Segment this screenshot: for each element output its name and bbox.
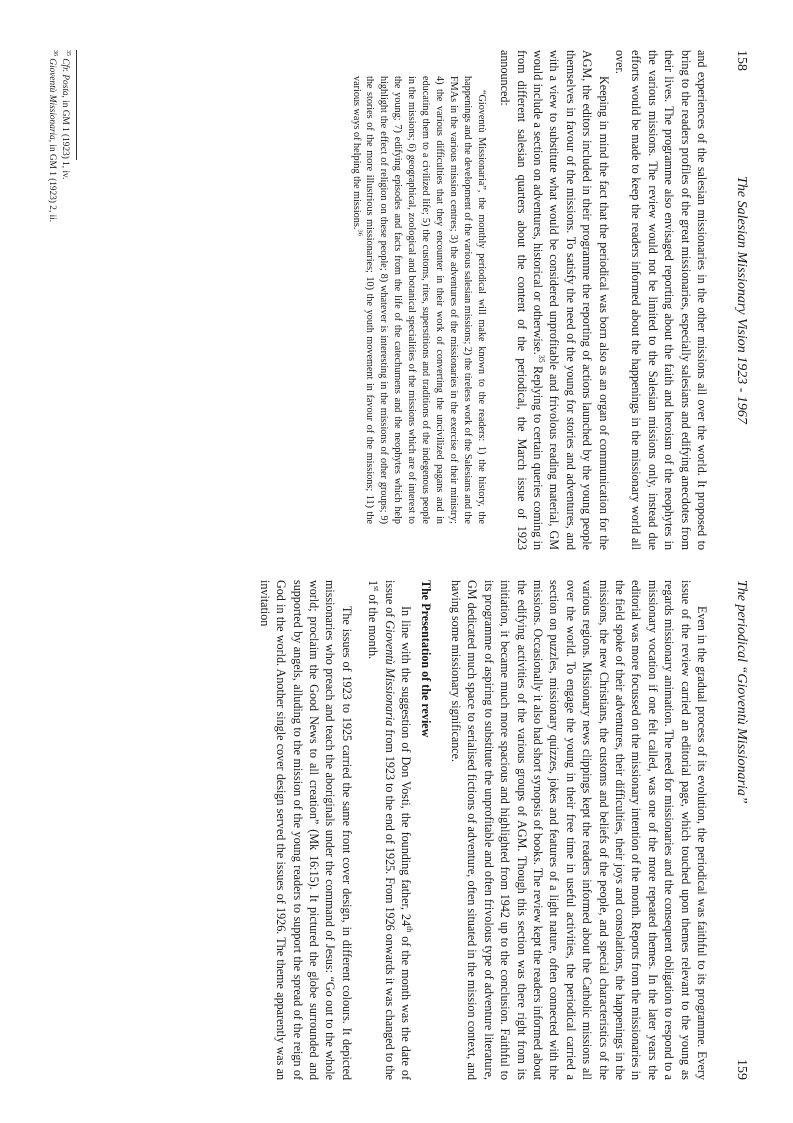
right-paragraph-3: The issues of 1923 to 1925 carried the same front cover design, in different colours. It depicted missionaries who preach and teach the aboriginals under the command of Jesus: “Go out to the whole world; proclaim the Good News to all creation” (Mk 16:15). It pictured the globe surrounded and supported by angels, alluding to the mission of the young readers to support the spread of the reign of God in the world. Another single cover design served the issues of 1926. The theme apparently was an invitation [257,580,354,1080]
right-body-text [256,580,710,1080]
left-page [0,50,793,550]
left-paragraph-1: and experiences of the salesian missionaries in the other missions all over the world. It proposed to bring to the readers profiles of the great missionaries, especially salesians and edifying anecdotes from their lives. The programme also envisaged reporting about the faith and heroism of the neophytes in the various missions. The review would not be limited to the Salesian missions only, instead due efforts would be made to keep the readers informed about the happenings in the missionary world all over. [612,50,709,550]
right-paragraph-2-b: of the month was the date of issue of [382,580,414,1080]
left-body-text [349,50,710,550]
right-paragraph-1: Even in the gradual process of its evolution, the periodical was faithful to its programme. Every issue of the review carried an editorial page, which touched upon themes relevant to the young as regards missionary animation. The need for missionaries and the consequent obligation to respond to a missionary vocation if one felt called, was one of the more repeated themes. In the later years the editorial was more focussed on the missionary intention of the month. Reports from the missionaries in the field spoke of their adventures, their difficulties, their joys and consolations, the happenings in the missions, the new Christians, the customs and beliefs of the people, and special characteristics of the various regions. Missionary news clippings kept the readers informed about the Catholic missions all over the world. To engage the young in their free time in useful activities, the periodical carried a section on puzzles, missionary quizzes, jokes and features of a light nature, often connected with the missions. Occasionally it also had short synopsis of books. The review kept the readers informed about the edifying activities of the various groups of AGM. Though this section was there right from its initiation, it became much more spacious and highlighted from 1942 up to the conclusion. Faithful to its programme of aspiring to substitute the unprofitable and often frivolous type of adventure literature, GM dedicated much space to serialised fictions of adventure, often situated in the mission context, and having some missionary significance. [448,580,709,1080]
periodical-title-italic: Gioventù Missionaria [382,620,397,727]
right-page-number: 159 [734,1059,749,1080]
footnote-36-number: 36 [52,50,59,57]
footnote-35-number: 35 [65,50,72,57]
right-running-title: The periodical “Gioventù Missionaria” [734,580,749,804]
right-page [0,580,793,1080]
left-page-number: 158 [734,50,749,71]
section-heading: The Presentation of the review [419,580,434,738]
footnote-36-text: in GM 1 (1923) 2, ii. [47,142,58,223]
footnote-36 [46,50,59,550]
right-paragraph-2-a: In line with the suggestion of Don Vosti, the founding father, 24 [399,606,414,927]
ordinal-suffix-th: th [405,926,415,933]
footnote-36-italic: Gioventù Missionaria, [47,58,58,143]
left-paragraph-2-text: Keeping in mind the fact that the periodical was born also as an organ of communication for the AGM, the editors included in their programme the reporting of actions launched by the young people themselves in favour of the missions. To satisfy the need of the young for stories and adventures, and with a view to substitute what would be considered unprofitable and frivolous reading material, GM would include a section on adventures, historical or otherwise. [530,50,611,550]
left-running-head [729,50,749,550]
right-paragraph-2-c: from 1923 to the end of 1925. From 1926 onwards it was changed to the 1 [366,580,397,1080]
footnotes [46,50,71,550]
left-paragraph-2-cont: Replying to certain queries coming in from different salesian quarters about the content of the periodical, the March issue of 1923 announced: [498,50,545,550]
right-running-head [729,580,749,1080]
block-quote [349,76,488,524]
left-paragraph-2 [497,50,612,550]
footnote-35 [59,50,72,550]
paragraph-gap [355,580,365,1080]
right-paragraph-2-d: of the month. [366,591,381,660]
ordinal-suffix-st: st [372,586,382,592]
footnote-35-italic: Cfr. Posta, [60,58,70,98]
footnote-ref-35: 35 [536,354,546,363]
right-paragraph-2 [365,580,414,1080]
footnote-ref-36: 36 [355,229,363,236]
footnote-divider [76,50,77,160]
left-running-title: The Salesian Missionary Vision 1923 - 1967 [734,176,749,424]
footnote-35-text: in GM 1 (1923) 1, iv. [60,97,70,180]
block-quote-text: “Gioventù Missionaria”, the monthly periodical will make known to the readers: 1) the history, the happenings and the development of the various salesian missions; 2) the tireless work of the Salesians and the FMAs in the various mission centres; 3) the adventures of the missionaries in the exercise of their ministry; 4) the various difficulties that they encounter in their work of converting the uncivilized pagans and in educating them to a civilized life; 5) the customs, rites, superstitions and traditions of the indegenous people in the missions; 6) geographical, zoological and botanical specialities of the missions which are of interest to the young; 7) edifying episodes and facts from the life of the catechumens and the neophytes which help highlight the effect of religion on these people; 8) whatever is interesting in the missions of other groups; 9) the stories of the more illustrious missionaries; 10) the youth movement in favour of the missions; 11) the various ways of helping the missions. [350,76,487,524]
